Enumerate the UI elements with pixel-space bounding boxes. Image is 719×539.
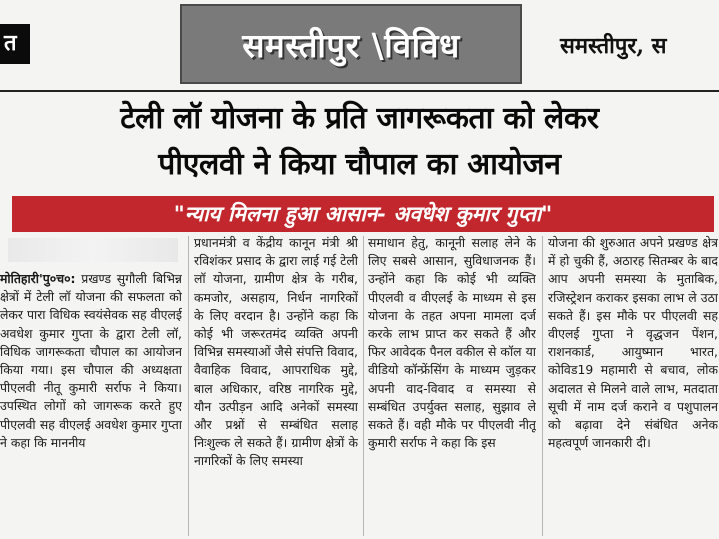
article-column-3 — [368, 234, 536, 539]
section-title: समस्तीपुर \विविध — [242, 25, 460, 65]
article-column-2 — [194, 234, 358, 539]
faded-image-area — [8, 238, 178, 262]
prev-section-tab: त — [0, 24, 30, 64]
column-divider — [542, 236, 543, 536]
article-column-4 — [548, 234, 718, 539]
column-2-text: प्रधानमंत्री व केंद्रीय कानून मंत्री श्री रविशंकर प्रसाद के द्वारा लाई गई टेली लॉ योजना, ग्रामीण क्षेत्र के गरीब, कमजोर, असहाय, निर्धन नागरिकों के लिए वरदान है। उन्होंने कहा कि कोई भी जरूरतमंद व्यक्ति अपनी विभिन्न समस्याओं जैसे संपत्ति विवाद, वैवाहिक विवाद, आपराधिक मुद्दे, बाल अधिकार, वरिष्ठ नागरिक मुद्दे, यौन उत्पीड़न आदि अनेकों समस्या और प्रश्नों से सम्बंधित सलाह निःशुल्क ले सकते हैं। ग्रामीण क्षेत्रों के नागरिकों के लिए समस्या — [194, 235, 358, 469]
masthead-rule — [0, 90, 719, 92]
byline: मोतिहारी'पु०च०: — [0, 271, 76, 286]
masthead — [0, 0, 719, 90]
column-divider — [188, 236, 189, 536]
column-4-text: योजना की शुरुआत अपने प्रखण्ड क्षेत्र में हो चुकी हैं, अठारह सितम्बर के बाद आप अपनी समस्या के मुताबिक, रजिस्ट्रेशन कराकर इसका लाभ ले उठा सकते हैं। इस मौके पर पीएलवी सह वीएलई गुप्ता ने वृद्धजन पेंशन, राशनकार्ड, आयुष्मान भारत, कोविड19 महामारी से बचाव, लोक अदालत से मिलने वाले लाभ, मतदाता सूची में नाम दर्ज कराने व पशुपालन को बढ़ावा देने संबंधित अनेक महत्वपूर्ण जानकारी दी। — [548, 235, 718, 451]
headline-line-2: पीएलवी ने किया चौपाल का आयोजन — [158, 147, 561, 182]
quote-banner — [12, 196, 714, 232]
quote-text: "न्याय मिलना हुआ आसान- अवधेश कुमार गुप्ता" — [173, 202, 553, 226]
dateline: समस्तीपुर, स — [560, 33, 667, 59]
column-divider — [363, 236, 364, 536]
section-title-banner — [180, 4, 522, 84]
column-1-text: प्रखण्ड सुगौली बिभिन्न क्षेत्रों में टेली लॉ योजना की सफलता को लेकर पारा विधिक स्वयंसेवक सह वीएलई अवधेश कुमार गुप्ता के द्वारा टेली लॉ, विधिक जागरूकता चौपाल का आयोजन किया गया। इस चौपाल की अध्यक्षता पीएलवी नीतू कुमारी सर्राफ ने किया। उपस्थित लोगों को जागरूक करते हुए पीएलवी सह वीएलई अवधेश कुमार गुप्ता ने कहा कि माननीय — [0, 271, 182, 450]
article-headline — [0, 96, 719, 188]
headline-line-1: टेली लॉ योजना के प्रति जागरूकता को लेकर — [120, 101, 599, 136]
article-column-1 — [0, 270, 182, 539]
column-3-text: समाधान हेतु, कानूनी सलाह लेने के लिए सबसे आसान, सुविधाजनक हैं। उन्होंने कहा कि कोई भी व्यक्ति पीएलवी व वीएलई के माध्यम से इस योजना के तहत अपना मामला दर्ज करके लाभ प्राप्त कर सकते हैं और फिर आवेदक पैनल वकील से कॉल या वीडियो कॉन्फ्रेंसिंग के माध्यम जुड़कर अपनी वाद-विवाद व समस्या से सम्बंधित उपर्युक्त सलाह, सुझाव ले सकते हैं। वही मौके पर पीएलवी नीतू कुमारी सर्राफ ने कहा कि इस — [368, 235, 536, 451]
